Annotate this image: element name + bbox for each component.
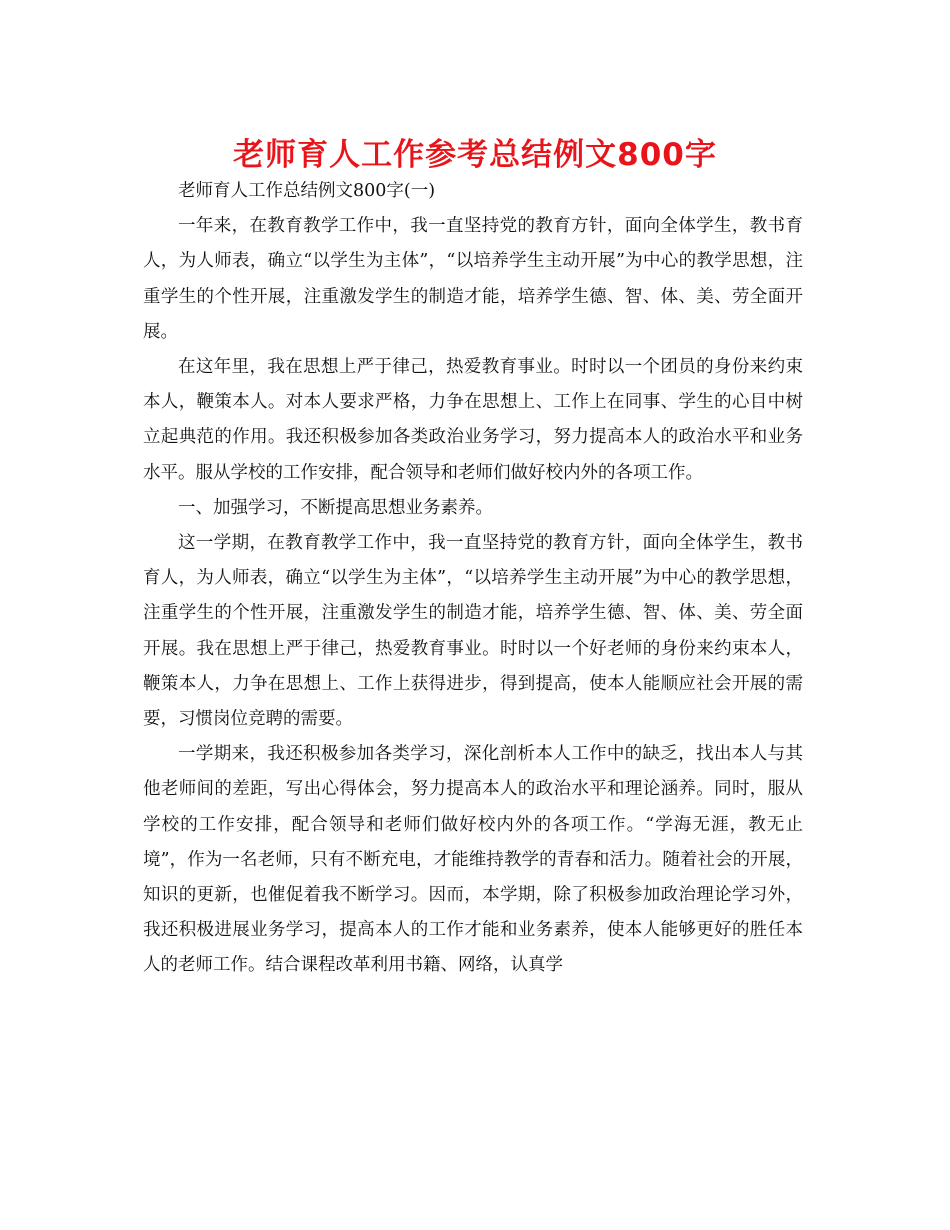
paragraph: 这一学期，在教育教学工作中，我一直坚持党的教育方针，面向全体学生，教书育人，为人师表，确立“以学生为主体”，“以培养学生主动开展”为中心的教学思想，注重学生的个性开展，注重激发学生的制造才能，培养学生德、智、体、美、劳全面开展。我在思想上严于律己，热爱教育事业。时时以一个好老师的身份来约束本人，鞭策本人，力争在思想上、工作上获得进步，得到提高，使本人能顺应社会开展的需要，习惯岗位竞聘的需要。 bbox=[143, 533, 803, 730]
paragraph-subtitle: 老师育人工作总结例文800字(一) bbox=[178, 181, 436, 201]
paragraph: 一年来，在教育教学工作中，我一直坚持党的教育方针，面向全体学生，教书育人，为人师表，确立“以学生为主体”，“以培养学生主动开展”为中心的教学思想，注重学生的个性开展，注重激发学生的制造才能，培养学生德、智、体、美、劳全面开展。 bbox=[143, 216, 803, 342]
document-body bbox=[143, 174, 803, 984]
paragraph: 一学期来，我还积极参加各类学习，深化剖析本人工作中的缺乏，找出本人与其他老师间的差距，写出心得体会，努力提高本人的政治水平和理论涵养。同时，服从学校的工作安排，配合领导和老师们做好校内外的各项工作。“学海无涯，教无止境”，作为一名老师，只有不断充电，才能维持教学的青春和活力。随着社会的开展，知识的更新，也催促着我不断学习。因而，本学期，除了积极参加政治理论学习外，我还积极进展业务学习，提高本人的工作才能和业务素养，使本人能够更好的胜任本人的老师工作。结合课程改革利用书籍、网络，认真学 bbox=[143, 744, 803, 976]
document-title: 老师育人工作参考总结例文800字 bbox=[233, 137, 717, 173]
section-heading: 一、加强学习，不断提高思想业务素养。 bbox=[178, 497, 493, 518]
paragraph: 在这年里，我在思想上严于律己，热爱教育事业。时时以一个团员的身份来约束本人，鞭策本人。对本人要求严格，力争在思想上、工作上在同事、学生的心目中树立起典范的作用。我还积极参加各类政治业务学习，努力提高本人的政治水平和业务水平。服从学校的工作安排，配合领导和老师们做好校内外的各项工作。 bbox=[143, 357, 803, 483]
